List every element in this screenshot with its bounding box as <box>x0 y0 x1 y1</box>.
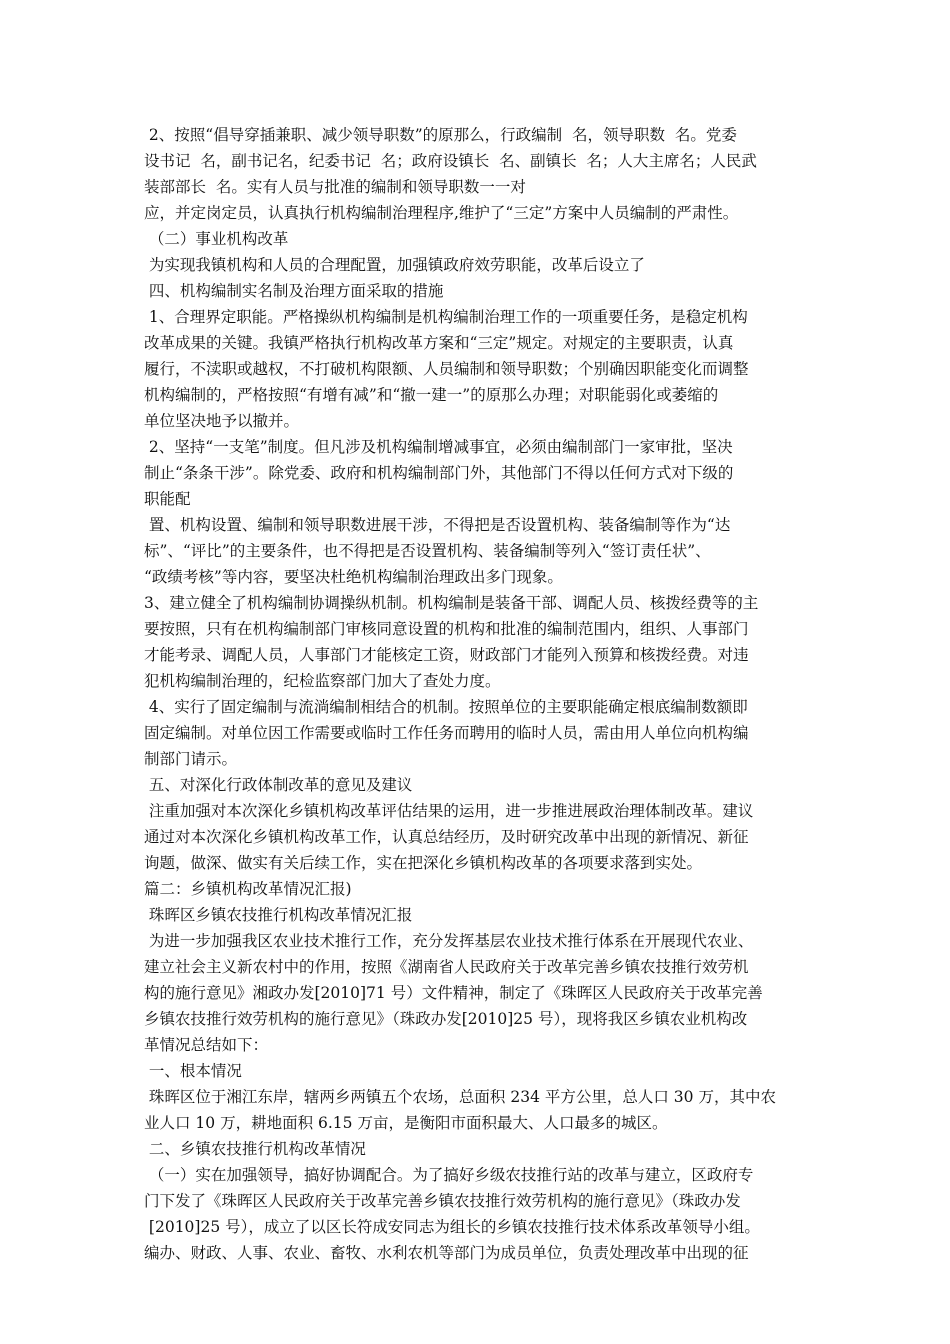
text-line: 制部门请示。 <box>144 750 238 768</box>
text-line: [2010]25 号），成立了以区长符成安同志为组长的乡镇农技推行技术体系改革领导小组。 <box>144 1218 760 1236</box>
text-line: 履行，不渎职或越权，不打破机构限额、人员编制和领导职数；个别确因职能变化而调整 <box>144 360 749 378</box>
text-line: 标”、“评比”的主要条件，也不得把是否设置机构、装备编制等列入“签订责任状”、 <box>144 542 711 560</box>
text-line: 篇二：乡镇机构改革情况汇报) <box>144 880 352 898</box>
text-line: 为进一步加强我区农业技术推行工作，充分发挥基层农业技术推行体系在开展现代农业、 <box>144 932 754 950</box>
text-line: 改革成果的关键。我镇严格执行机构改革方案和“三定”规定。对规定的主要职责，认真 <box>144 334 734 352</box>
text-line: 3、建立健全了机构编制协调操纵机制。机构编制是装备干部、调配人员、核拨经费等的主 <box>144 594 759 612</box>
text-line: 门下发了《珠晖区人民政府关于改革完善乡镇农技推行效劳机构的施行意见》（珠政办发 <box>144 1192 741 1210</box>
text-line: 革情况总结如下： <box>144 1036 269 1054</box>
text-line: 应，并定岗定员，认真执行机构编制治理程序,维护了“三定”方案中人员编制的严肃性。 <box>144 204 739 222</box>
text-line: 单位坚决地予以撤并。 <box>144 412 300 430</box>
text-line: 建立社会主义新农村中的作用，按照《湖南省人民政府关于改革完善乡镇农技推行效劳机 <box>144 958 749 976</box>
text-line: 2、坚持“一支笔”制度。但凡涉及机构编制增减事宜，必须由编制部门一家审批，坚决 <box>144 438 733 456</box>
text-line: 一、根本情况 <box>144 1062 242 1080</box>
text-line: 2、按照“倡导穿插兼职、减少领导职数”的原那么，行政编制 名，领导职数 名。党委 <box>144 126 737 144</box>
text-line: 乡镇农技推行效劳机构的施行意见》（珠政办发[2010]25 号），现将我区乡镇农业机构改 <box>144 1010 748 1028</box>
text-line: 要按照，只有在机构编制部门审核同意设置的机构和批准的编制范围内，组织、人事部门 <box>144 620 749 638</box>
text-line: “政绩考核”等内容，要坚决杜绝机构编制治理政出多门现象。 <box>144 568 563 586</box>
text-line: 通过对本次深化乡镇机构改革工作，认真总结经历，及时研究改革中出现的新情况、新征 <box>144 828 749 846</box>
text-line: 编办、财政、人事、农业、畜牧、水利农机等部门为成员单位，负责处理改革中出现的征 <box>144 1244 749 1262</box>
text-line: （二）事业机构改革 <box>144 230 289 248</box>
text-line: 职能配 <box>144 490 191 508</box>
text-line: 五、对深化行政体制改革的意见及建议 <box>144 776 413 794</box>
text-line: 装部部长 名。实有人员与批准的编制和领导职数一一对 <box>144 178 526 196</box>
text-line: 机构编制的，严格按照“有增有减”和“撤一建一”的原那么办理；对职能弱化或萎缩的 <box>144 386 719 404</box>
document-body <box>144 122 810 1266</box>
text-line: 固定编制。对单位因工作需要或临时工作任务而聘用的临时人员，需由用人单位向机构编 <box>144 724 749 742</box>
text-line: 设书记 名，副书记名，纪委书记 名；政府设镇长 名、副镇长 名；人大主席名；人民武 <box>144 152 757 170</box>
text-line: 4、实行了固定编制与流淌编制相结合的机制。按照单位的主要职能确定根底编制数额即 <box>144 698 748 716</box>
text-line: 四、机构编制实名制及治理方面采取的措施 <box>144 282 444 300</box>
text-line: （一）实在加强领导，搞好协调配合。为了搞好乡级农技推行站的改革与建立，区政府专 <box>144 1166 754 1184</box>
text-line: 珠晖区乡镇农技推行机构改革情况汇报 <box>144 906 413 924</box>
text-line: 犯机构编制治理的，纪检监察部门加大了查处力度。 <box>144 672 501 690</box>
text-line: 注重加强对本次深化乡镇机构改革评估结果的运用，进一步推进展政治理体制改革。建议 <box>144 802 754 820</box>
text-line: 才能考录、调配人员，人事部门才能核定工资，财政部门才能列入预算和核拨经费。对违 <box>144 646 749 664</box>
text-line: 构的施行意见》湘政办发[2010]71 号）文件精神，制定了《珠晖区人民政府关于改革完善 <box>144 984 763 1002</box>
text-line: 询题，做深、做实有关后续工作，实在把深化乡镇机构改革的各项要求落到实处。 <box>144 854 703 872</box>
text-line: 为实现我镇机构和人员的合理配置，加强镇政府效劳职能，改革后设立了 <box>144 256 645 274</box>
text-line: 二、乡镇农技推行机构改革情况 <box>144 1140 366 1158</box>
text-line: 业人口 10 万，耕地面积 6.15 万亩，是衡阳市面积最大、人口最多的城区。 <box>144 1114 668 1132</box>
text-line: 制止“条条干涉”。除党委、政府和机构编制部门外，其他部门不得以任何方式对下级的 <box>144 464 734 482</box>
text-line: 置、机构设置、编制和领导职数进展干涉，不得把是否设置机构、装备编制等作为“达 <box>144 516 731 534</box>
text-line: 珠晖区位于湘江东岸，辖两乡两镇五个农场，总面积 234 平方公里，总人口 30 万，其中农 <box>144 1088 776 1106</box>
text-line: 1、合理界定职能。严格操纵机构编制是机构编制治理工作的一项重要任务，是稳定机构 <box>144 308 748 326</box>
